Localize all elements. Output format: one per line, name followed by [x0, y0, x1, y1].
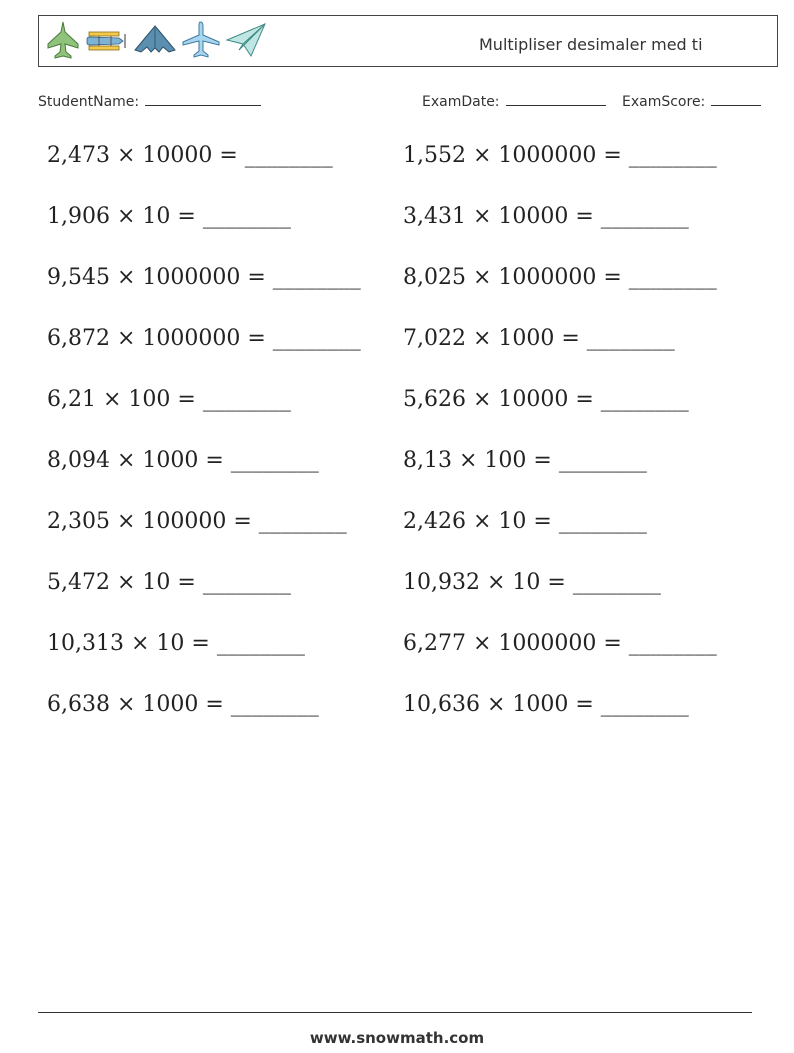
footer-site: www.snowmath.com — [309, 1029, 485, 1047]
header-icons — [45, 20, 267, 60]
problem-item: 1,552 × 1000000 = ________ — [403, 143, 717, 168]
student-name-line — [145, 93, 261, 106]
exam-date-line — [506, 93, 606, 106]
problem-item: 6,872 × 1000000 = ________ — [47, 326, 361, 351]
problem-item: 8,13 × 100 = ________ — [403, 448, 647, 473]
problem-item: 5,472 × 10 = ________ — [47, 570, 291, 595]
exam-score-field — [622, 93, 761, 110]
exam-score-line — [711, 93, 761, 106]
problem-item: 3,431 × 10000 = ________ — [403, 204, 689, 229]
header-box — [38, 15, 778, 67]
fighter-jet-icon — [45, 20, 81, 60]
problem-item: 10,636 × 1000 = ________ — [403, 692, 689, 717]
problem-item: 6,638 × 1000 = ________ — [47, 692, 319, 717]
problem-item: 2,426 × 10 = ________ — [403, 509, 647, 534]
exam-date-field — [422, 93, 606, 110]
problem-item: 5,626 × 10000 = ________ — [403, 387, 689, 412]
problem-item: 8,025 × 1000000 = ________ — [403, 265, 717, 290]
problem-item: 1,906 × 10 = ________ — [47, 204, 291, 229]
problem-item: 2,473 × 10000 = ________ — [47, 143, 333, 168]
student-name-label: StudentName: — [38, 94, 140, 110]
problem-item: 2,305 × 100000 = ________ — [47, 509, 347, 534]
student-name-field — [38, 93, 261, 110]
biplane-icon — [85, 20, 129, 60]
footer-divider — [38, 1012, 752, 1013]
problem-item: 10,313 × 10 = ________ — [47, 631, 305, 656]
stealth-bomber-icon — [133, 20, 177, 60]
exam-date-label: ExamDate: — [422, 94, 500, 110]
paper-plane-icon — [225, 20, 267, 60]
worksheet-title: Multipliser desimaler med ti — [479, 35, 703, 54]
problem-item: 10,932 × 10 = ________ — [403, 570, 661, 595]
problem-item: 6,277 × 1000000 = ________ — [403, 631, 717, 656]
problem-item: 8,094 × 1000 = ________ — [47, 448, 319, 473]
problem-item: 9,545 × 1000000 = ________ — [47, 265, 361, 290]
passenger-plane-icon — [181, 20, 221, 60]
exam-score-label: ExamScore: — [622, 94, 706, 110]
problem-item: 7,022 × 1000 = ________ — [403, 326, 675, 351]
problem-item: 6,21 × 100 = ________ — [47, 387, 291, 412]
